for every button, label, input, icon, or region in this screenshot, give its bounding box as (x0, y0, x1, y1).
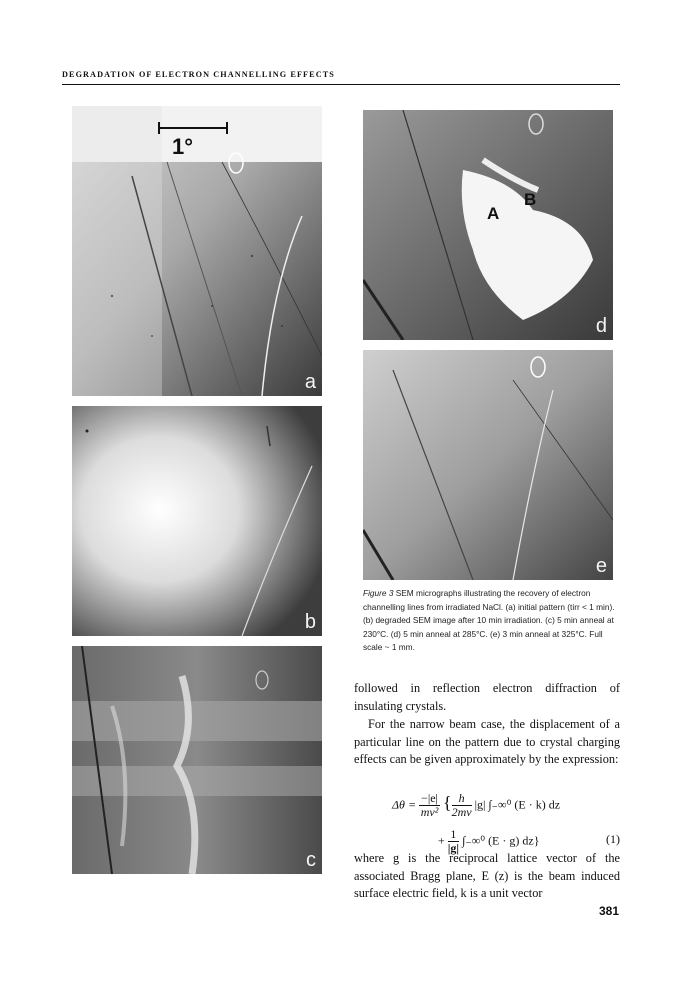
micrograph-a-image (72, 106, 322, 396)
paragraph-2: For the narrow beam case, the displacement of a particular line on the pattern due to crystal charging effects can be given approximately by the expression: (354, 717, 620, 766)
equation-plus: + (438, 833, 445, 848)
figure-label: Figure 3 (363, 588, 394, 598)
equation-inner-fraction (452, 792, 472, 819)
panel-label-d: d (595, 315, 607, 337)
panel-label-e: e (595, 555, 607, 577)
one-num: 1 (448, 828, 459, 842)
panel-label-b: b (304, 611, 316, 633)
inner-den: 2mv (451, 805, 472, 819)
page-number: 381 (598, 904, 619, 918)
g-den: |g| (447, 841, 460, 855)
micrograph-panel-b (72, 406, 322, 636)
equation-number: (1) (606, 832, 620, 846)
inner-num: h (452, 792, 472, 806)
paragraph-3: where g is the reciprocal lattice vector of the associated Bragg plane, E (z) is the beam induced surface electric field, k is a unit vector (354, 851, 620, 900)
micrograph-c-image (72, 646, 322, 874)
equation-term-1: |g| ∫₋∞⁰ (E · k) dz (474, 797, 561, 812)
micrograph-panel-c (72, 646, 322, 874)
figure-caption (363, 587, 621, 655)
micrograph-panel-d (363, 110, 613, 340)
equation-term-2: ∫₋∞⁰ (E · g) dz} (462, 833, 540, 848)
micrograph-b-image (72, 406, 322, 636)
scale-bar-label: 1° (172, 134, 194, 159)
micrograph-e-image (363, 350, 613, 580)
running-header: DEGRADATION OF ELECTRON CHANNELLING EFFECTS (62, 70, 335, 79)
coef-den: mv² (420, 805, 439, 819)
panel-label-a: a (304, 371, 316, 393)
caption-text: SEM micrographs illustrating the recovery of electron channelling lines from irradiated NaCl. (a) initial pattern (tirr < 1 min). (b) degraded SEM image after 10 min irradiation. (c) 5 min anneal at 230°C. (d) 5 min anneal at 285°C. (e) 3 min anneal at 325°C. Full scale ~ 1 mm. (363, 588, 615, 652)
coef-num: −|e| (421, 791, 438, 805)
header-rule (62, 84, 620, 85)
equation-coefficient (419, 792, 440, 819)
paragraph-1: followed in reflection electron diffraction of insulating crystals. (354, 681, 620, 713)
marker-B: B (524, 190, 537, 209)
equation-lhs: Δθ = (392, 797, 417, 812)
panel-label-c: c (306, 849, 316, 871)
marker-A: A (487, 204, 500, 223)
micrograph-panel-a (72, 106, 322, 396)
micrograph-panel-e (363, 350, 613, 580)
micrograph-d-image (363, 110, 613, 340)
